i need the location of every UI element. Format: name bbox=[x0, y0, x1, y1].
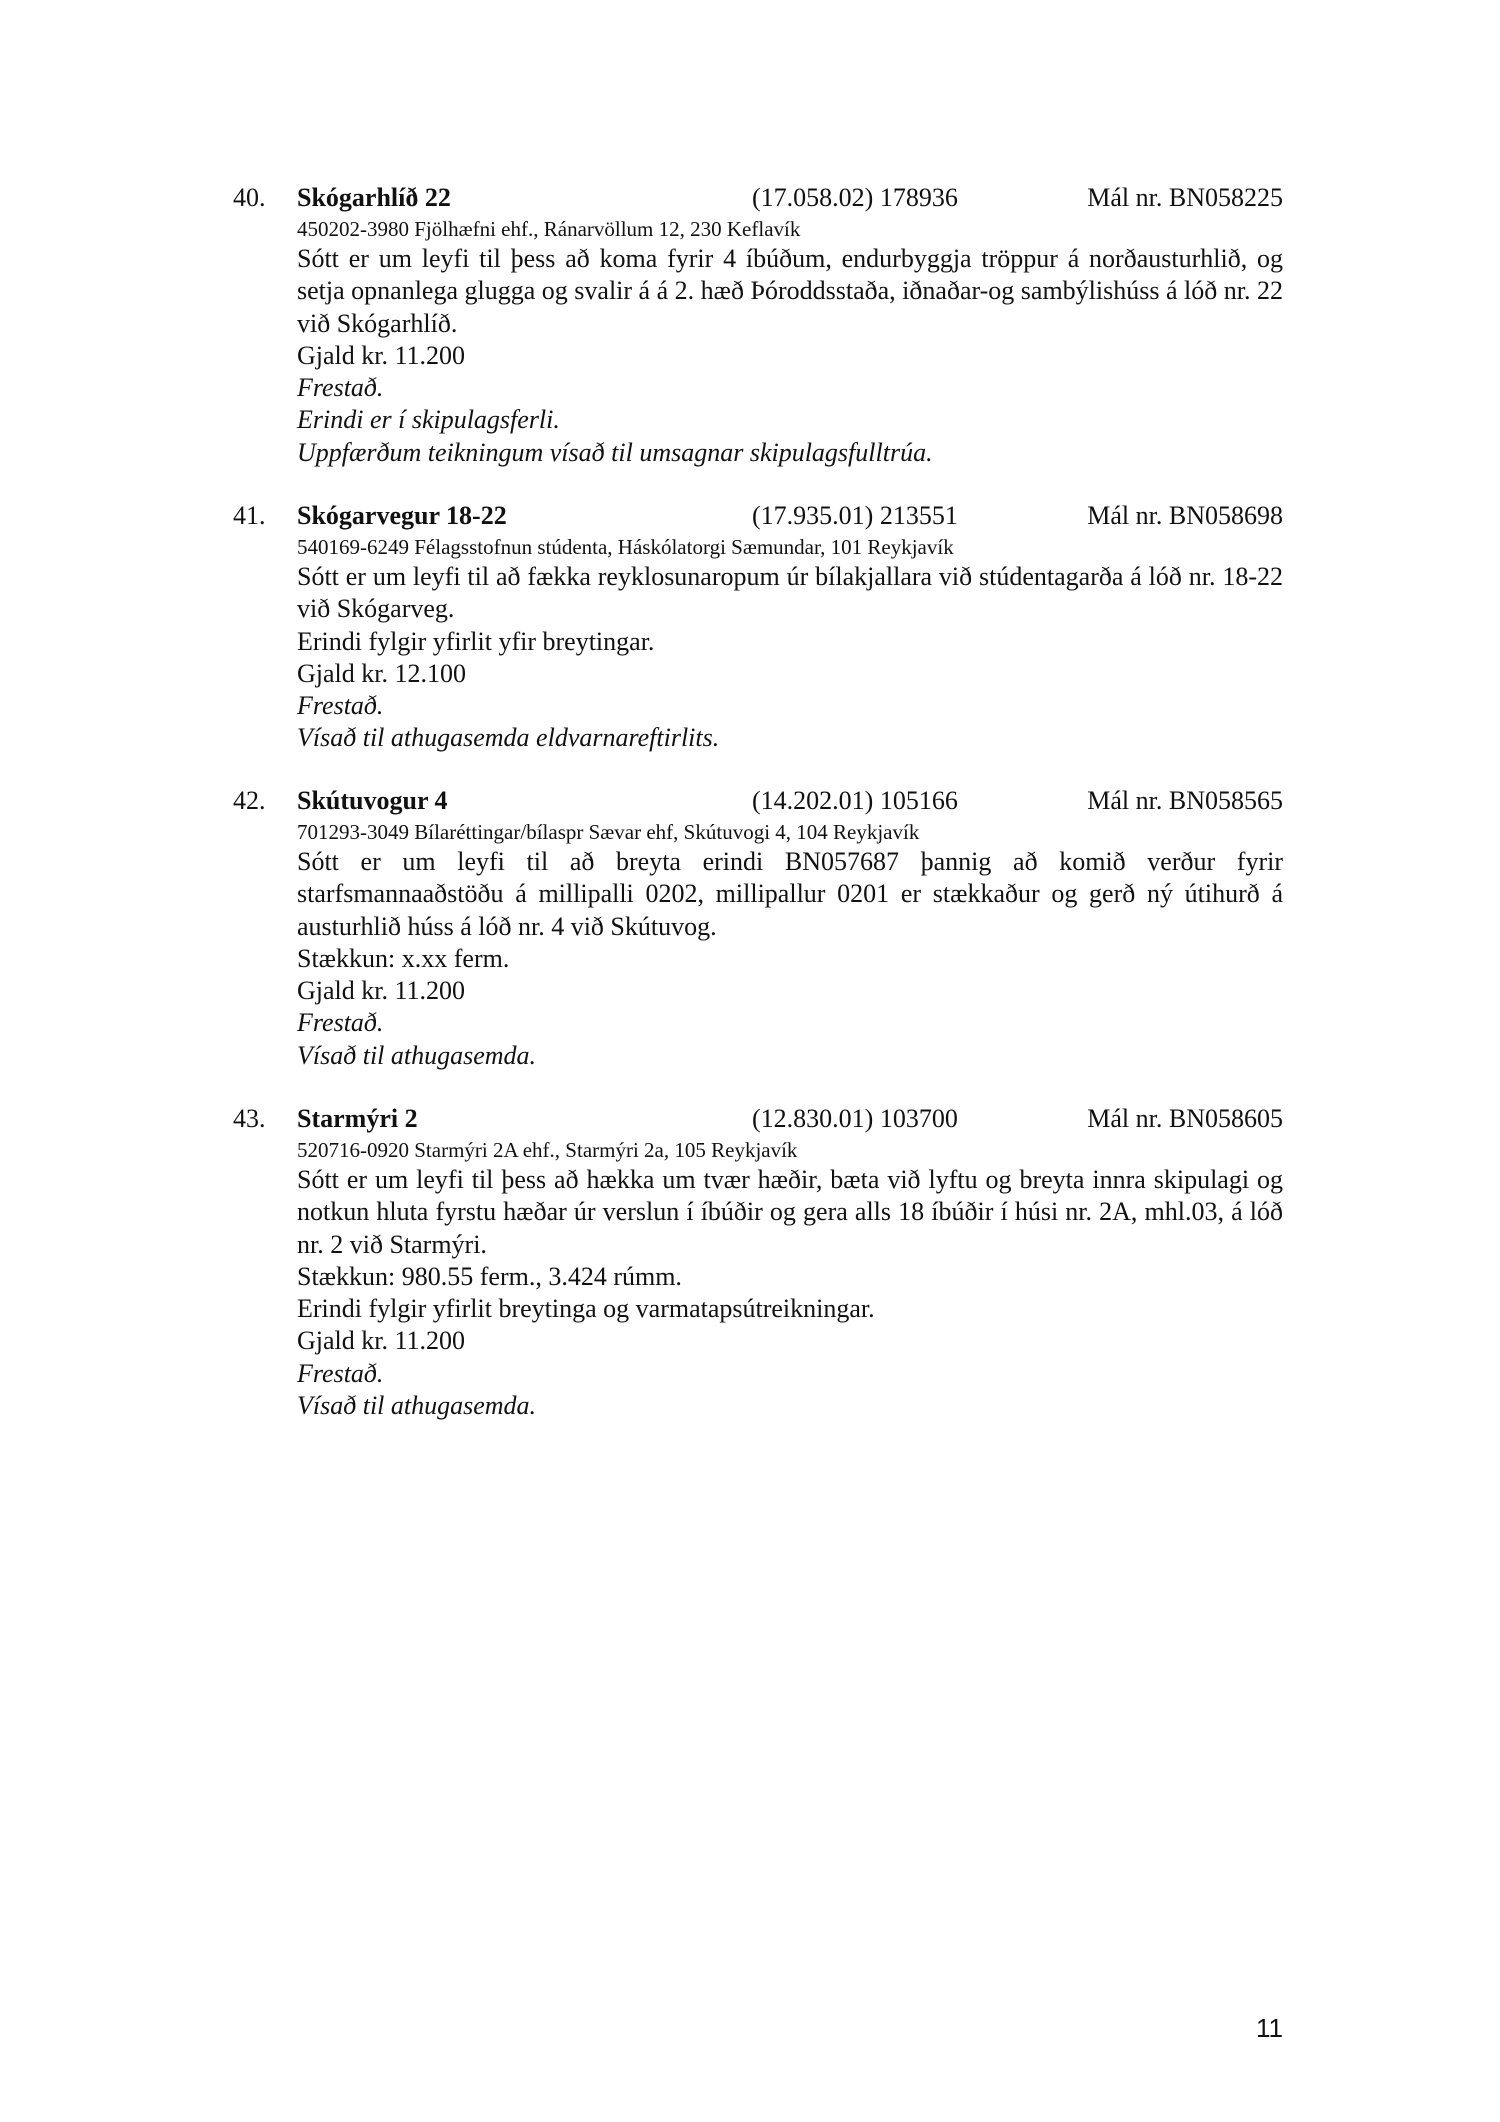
case-status: Frestað. bbox=[297, 373, 384, 403]
case-status: Frestað. bbox=[297, 691, 384, 721]
case-number: 42. bbox=[233, 786, 266, 815]
case-entry bbox=[233, 784, 1283, 1072]
case-description: Sótt er um leyfi til þess að koma fyrir 4 íbúðum, endurbyggja tröppur á norðausturhlið, og setja opnanlega glugga og svalir á á 2. hæð Þóroddsstaða, iðnaðar-og sambýlishúss á lóð nr. 22 við Skógarhlíð. bbox=[297, 244, 1283, 338]
case-description: Sótt er um leyfi til að fækka reyklosunaropum úr bílakjallara við stúdentagarða á lóð nr. 18-22 við Skógarveg. bbox=[297, 562, 1283, 624]
case-extra: Stækkun: x.xx ferm. bbox=[297, 943, 510, 973]
page-number: 11 bbox=[1256, 2013, 1283, 2043]
case-header bbox=[233, 1102, 1283, 1136]
case-number-id: Mál nr. BN058565 bbox=[1087, 786, 1283, 815]
case-number: 41. bbox=[233, 501, 266, 530]
case-description: Sótt er um leyfi til þess að hækka um tvær hæðir, bæta við lyftu og breyta innra skipulagi og notkun hluta fyrstu hæðar úr verslun í íbúðir og gera alls 18 íbúðir í húsi nr. 2A, mhl.03, á lóð nr. 2 við Starmýri. bbox=[297, 1165, 1283, 1259]
case-property-ref: (17.935.01) 213551 bbox=[752, 501, 958, 530]
case-fee: Gjald kr. 11.200 bbox=[297, 1326, 466, 1356]
case-property-ref: (12.830.01) 103700 bbox=[752, 1104, 958, 1133]
case-number: 40. bbox=[233, 183, 266, 212]
case-number: 43. bbox=[233, 1104, 266, 1133]
case-fee: Gjald kr. 11.200 bbox=[297, 976, 466, 1006]
case-status: Frestað. bbox=[297, 1358, 384, 1388]
case-address: Skógarvegur 18-22 bbox=[297, 501, 507, 530]
case-address: Skógarhlíð 22 bbox=[297, 183, 451, 212]
case-applicant: 450202-3980 Fjölhæfni ehf., Ránarvöllum 12, 230 Keflavík bbox=[297, 217, 801, 241]
case-status: Vísað til athugasemda. bbox=[297, 1040, 537, 1070]
case-body bbox=[297, 561, 1283, 755]
case-number-id: Mál nr. BN058605 bbox=[1087, 1104, 1283, 1133]
case-body bbox=[297, 243, 1283, 469]
case-body bbox=[297, 1164, 1283, 1422]
case-extra: Stækkun: 980.55 ferm., 3.424 rúmm. bbox=[297, 1261, 682, 1291]
case-description: Sótt er um leyfi til að breyta erindi BN057687 þannig að komið verður fyrir starfsmannaaðstöðu á millipalli 0202, millipallur 0201 er stækkaður og gerð ný útihurð á austurhlið húss á lóð nr. 4 við Skútuvog. bbox=[297, 847, 1283, 941]
case-fee: Gjald kr. 11.200 bbox=[297, 340, 466, 370]
case-status: Vísað til athugasemda eldvarnareftirlits. bbox=[297, 723, 720, 753]
case-header bbox=[233, 784, 1283, 818]
case-header bbox=[233, 181, 1283, 215]
case-header bbox=[233, 499, 1283, 533]
case-number-id: Mál nr. BN058225 bbox=[1087, 183, 1283, 212]
case-extra: Erindi fylgir yfirlit yfir breytingar. bbox=[297, 626, 655, 656]
case-status: Frestað. bbox=[297, 1008, 384, 1038]
case-entry bbox=[233, 499, 1283, 755]
case-extra: Erindi fylgir yfirlit breytinga og varmatapsútreikningar. bbox=[297, 1294, 875, 1324]
case-address: Skútuvogur 4 bbox=[297, 786, 448, 815]
case-fee: Gjald kr. 12.100 bbox=[297, 658, 466, 688]
case-status: Vísað til athugasemda. bbox=[297, 1391, 537, 1421]
case-property-ref: (17.058.02) 178936 bbox=[752, 183, 958, 212]
case-entry bbox=[233, 181, 1283, 469]
case-applicant: 520716-0920 Starmýri 2A ehf., Starmýri 2a, 105 Reykjavík bbox=[297, 1138, 798, 1162]
case-property-ref: (14.202.01) 105166 bbox=[752, 786, 958, 815]
case-number-id: Mál nr. BN058698 bbox=[1087, 501, 1283, 530]
case-applicant: 540169-6249 Félagsstofnun stúdenta, Háskólatorgi Sæmundar, 101 Reykjavík bbox=[297, 535, 954, 559]
case-entry bbox=[233, 1102, 1283, 1422]
case-status: Erindi er í skipulagsferli. bbox=[297, 405, 560, 435]
case-applicant: 701293-3049 Bílaréttingar/bílaspr Sævar ehf, Skútuvogi 4, 104 Reykjavík bbox=[297, 820, 920, 844]
case-status: Uppfærðum teikningum vísað til umsagnar skipulagsfulltrúa. bbox=[297, 437, 933, 467]
case-body bbox=[297, 846, 1283, 1072]
case-address: Starmýri 2 bbox=[297, 1104, 418, 1133]
